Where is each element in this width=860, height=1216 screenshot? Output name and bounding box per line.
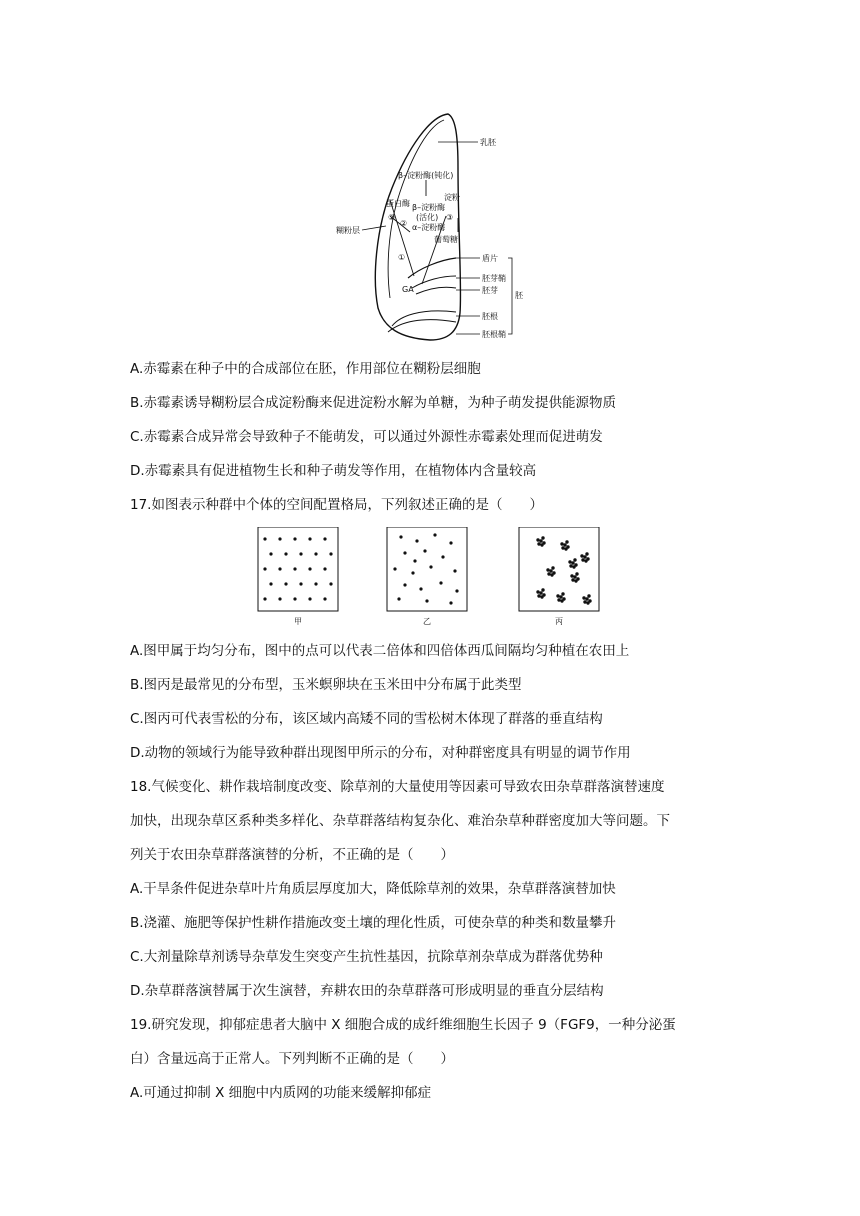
label-beta-amylase-passive: β–淀粉酶(钝化) [398,171,454,180]
individual-dot [269,552,272,555]
q17-option-b: B.图丙是最常见的分布型，玉米螟卵块在玉米田中分布属于此类型 [130,677,522,693]
seed-diagram [330,108,530,346]
individual-dot [585,552,588,555]
label-aleurone: 糊粉层 [336,226,360,235]
individual-dot [263,537,266,540]
coleoptile-shape [412,276,456,288]
individual-dot [299,552,302,555]
individual-dot [293,567,296,570]
individual-dot [541,536,544,539]
individual-dot [441,555,444,558]
individual-dot [571,578,574,581]
panel-label-jia: 甲 [294,617,302,626]
individual-dot [429,565,432,568]
individual-dot [278,567,281,570]
individual-dot [323,537,326,540]
label-starch: 淀粉 [444,193,460,202]
label-alpha-amylase: α–淀粉酶 [412,223,446,232]
individual-dot [561,546,564,549]
q19-option-a: A.可通过抑制 X 细胞中内质网的功能来缓解抑郁症 [130,1085,432,1101]
q18-option-b: B.浇灌、施肥等保护性耕作措施改变土壤的理化性质，可使杂草的种类和数量攀升 [130,915,617,931]
individual-dot [546,568,549,571]
individual-dot [540,595,543,598]
individual-dot [539,591,542,594]
q18-stem-line-2: 加快，出现杂草区系种类多样化、杂草群落结构复杂化、难治杂草种群密度加大等问题。下 [130,813,670,829]
individual-dot [269,582,272,585]
individual-dot [423,549,426,552]
panel-yi-dots [393,533,458,604]
individual-dot [550,573,553,576]
individual-dot [308,537,311,540]
mark-2: ② [388,213,396,222]
individual-dot [413,559,416,562]
individual-dot [439,581,442,584]
individual-dot [419,587,422,590]
individual-dot [308,567,311,570]
label-coleoptile: 胚芽鞘 [482,274,506,283]
mark-3: ③ [446,213,454,222]
individual-dot [537,594,540,597]
q17-stem: 17.如图表示种群中个体的空间配置格局，下列叙述正确的是（ ） [130,497,543,513]
individual-dot [293,537,296,540]
individual-dot [536,590,539,593]
individual-dot [323,567,326,570]
label-radicle: 胚根 [482,312,498,321]
individual-dot [263,567,266,570]
individual-dot [541,588,544,591]
panel-jia-dots [263,537,332,600]
individual-dot [560,542,563,545]
individual-dot [583,600,586,603]
individual-dot [397,597,400,600]
individual-dot [568,560,571,563]
q18-stem-line-3: 列关于农田杂草群落演替的分析，不正确的是（ ） [130,847,454,863]
individual-dot [565,540,568,543]
q18-stem-line-1: 18.气候变化、耕作栽培制度改变、除草剂的大量使用等因素可导致农田杂草群落演替速度 [130,779,665,795]
individual-dot [323,597,326,600]
individual-dot [455,589,458,592]
individual-dot [584,559,587,562]
individual-dot [536,538,539,541]
individual-dot [549,569,552,572]
q16-option-a: A.赤霉素在种子中的合成部位在胚，作用部位在糊粉层细胞 [130,361,481,377]
individual-dot [574,579,577,582]
individual-dot [556,594,559,597]
individual-dot [449,541,452,544]
individual-dot [559,595,562,598]
label-embryo: 胚 [515,291,523,300]
q17-option-a: A.图甲属于均匀分布，图中的点可以代表二倍体和四倍体西瓜间隔均匀种植在农田上 [130,643,630,659]
individual-dot [399,535,402,538]
panel-bing-dots [536,536,591,604]
individual-dot [571,561,574,564]
individual-dot [561,592,564,595]
individual-dot [586,601,589,604]
individual-dot [263,597,266,600]
mark-1: ① [398,253,406,262]
q16-option-d: D.赤霉素具有促进植物生长和种子萌发等作用，在植物体内含量较高 [130,463,537,479]
q17-option-c: C.图丙可代表雪松的分布，该区域内高矮不同的雪松树木体现了群落的垂直结构 [130,711,603,727]
label-plumule: 胚芽 [482,286,498,295]
individual-dot [453,569,456,572]
individual-dot [540,543,543,546]
panel-label-yi: 乙 [423,617,431,626]
coleorhiza-shape [388,320,456,332]
label-protease: 蛋白酶 [386,199,410,208]
individual-dot [581,558,584,561]
individual-dot [433,533,436,536]
q19-stem-line-1: 19.研究发现，抑郁症患者大脑中 X 细胞合成的成纤维细胞生长因子 9（FGF9，一种分泌蛋 [130,1017,676,1033]
individual-dot [564,547,567,550]
individual-dot [393,567,396,570]
individual-dot [284,552,287,555]
individual-dot [585,597,588,600]
individual-dot [403,551,406,554]
individual-dot [314,552,317,555]
label-beta-amylase-active: β–淀粉酶 [412,203,446,212]
individual-dot [587,594,590,597]
individual-dot [278,597,281,600]
individual-dot [537,542,540,545]
q16-option-b: B.赤霉素诱导糊粉层合成淀粉酶来促进淀粉水解为单糖，为种子萌发提供能源物质 [130,395,617,411]
individual-dot [583,555,586,558]
individual-dot [582,596,585,599]
individual-dot [575,572,578,575]
q18-option-d: D.杂草群落演替属于次生演替，弃耕农田的杂草群落可形成明显的垂直分层结构 [130,983,604,999]
individual-dot [573,575,576,578]
label-endosperm: 乳胚 [480,138,496,147]
individual-dot [563,543,566,546]
scutellum-shape [408,258,456,278]
individual-dot [551,566,554,569]
individual-dot [580,554,583,557]
label-scutellum: 盾片 [482,254,498,263]
individual-dot [569,564,572,567]
panel-label-bing: 丙 [555,617,563,626]
individual-dot [308,597,311,600]
individual-dot [573,558,576,561]
q18-option-a: A.干旱条件促进杂草叶片角质层厚度加大，降低除草剂的效果，杂草群落演替加快 [130,881,616,897]
individual-dot [293,597,296,600]
individual-dot [570,574,573,577]
label-glucose: 葡萄糖 [434,235,458,244]
individual-dot [411,571,414,574]
q18-option-c: C.大剂量除草剂诱导杂草发生突变产生抗性基因，抗除草剂杂草成为群落优势种 [130,949,603,965]
individual-dot [329,552,332,555]
label-ga: GA [402,285,414,294]
individual-dot [572,565,575,568]
individual-dot [449,601,452,604]
individual-dot [278,537,281,540]
individual-dot [284,582,287,585]
label-activated: (活化) [416,213,439,222]
label-coleorhiza: 胚根鞘 [482,330,506,339]
individual-dot [539,539,542,542]
q19-stem-line-2: 白）含量远高于正常人。下列判断不正确的是（ ） [130,1051,454,1067]
individual-dot [547,572,550,575]
individual-dot [299,582,302,585]
individual-dot [329,582,332,585]
individual-dot [403,583,406,586]
plumule-shape [416,287,456,294]
q16-option-c: C.赤霉素合成异常会导致种子不能萌发，可以通过外源性赤霉素处理而促进萌发 [130,429,603,445]
mark-2b: ② [400,219,408,228]
q17-option-d: D.动物的领域行为能导致种群出现图甲所示的分布，对种群密度具有明显的调节作用 [130,745,631,761]
individual-dot [425,599,428,602]
individual-dot [314,582,317,585]
individual-dot [557,598,560,601]
distribution-figure [255,527,610,627]
individual-dot [415,539,418,542]
individual-dot [560,599,563,602]
